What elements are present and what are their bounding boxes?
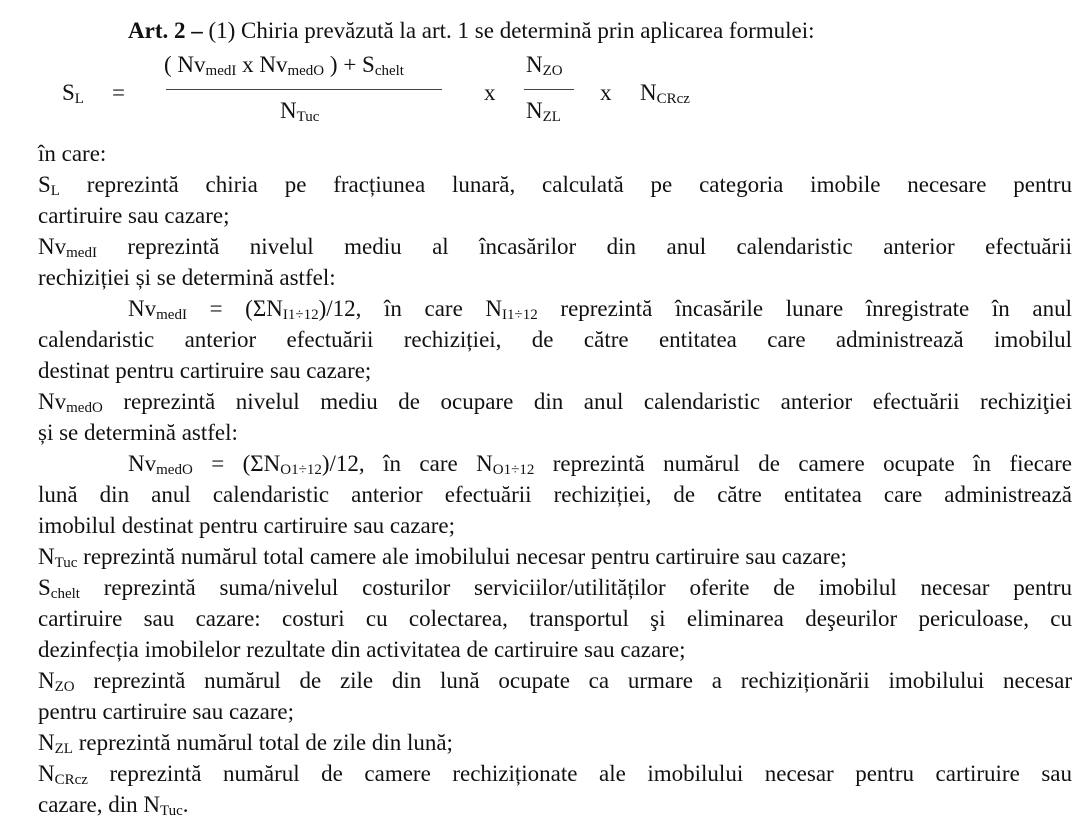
- def-schelt-line-3: dezinfecția imobilelor rezultate din activitatea de cartiruire sau cazare;: [38, 637, 686, 662]
- fraction2-numerator: [526, 52, 563, 78]
- def-nvmedi-line-1: [38, 231, 1072, 262]
- document-page: [38, 14, 1072, 820]
- eq-nvmedo-t2: )/12, în care N: [321, 451, 493, 476]
- eq-nvmedi-line-1: [38, 293, 1072, 324]
- def-sl-line-2: cartiruire sau cazare;: [38, 203, 230, 228]
- den-base: N: [280, 98, 297, 123]
- eq-nvmedi-t1: = (ΣN: [186, 296, 283, 321]
- def-ntuc-line-1: [38, 541, 1072, 572]
- def-schelt-line-2: cartiruire sau cazare: costuri cu colectarea, transportul şi eliminarea deşeurilor periculoase, cu: [38, 606, 1072, 631]
- def-ntuc-text: reprezintă numărul total camere ale imobilului necesar pentru cartiruire sau cazare;: [77, 544, 847, 569]
- eq-nvmedo-line-1: [38, 448, 1072, 479]
- def-ncrcz-l2b: .: [182, 792, 189, 817]
- def-nzo-symbol: N: [38, 668, 55, 693]
- def-schelt-symbol: S: [38, 575, 51, 600]
- def-sl-text: reprezintă chiria pe fracțiunea lunară, calculată pe categoria imobile necesare pentru: [59, 172, 1072, 197]
- eq-nvmedo-line-3: imobilul destinat pentru cartiruire sau cazare;: [38, 513, 456, 538]
- eq-nvmedi-sub3: I1÷12: [502, 307, 538, 323]
- def-nzo-sub: ZO: [54, 679, 75, 695]
- eq-nvmedo-sub2: O1÷12: [280, 462, 322, 478]
- def-nvmedi-symbol: Nv: [38, 234, 67, 259]
- f2n-base: N: [526, 52, 543, 77]
- def-nvmedi-text: reprezintă nivelul mediu al încasărilor din anul calendaristic anterior efectuării: [96, 234, 1072, 259]
- formula-equals: =: [112, 80, 125, 105]
- den-sub: Tuc: [296, 109, 320, 125]
- formula-lhs-base: S: [62, 80, 75, 105]
- fraction-bar-2: [524, 89, 574, 90]
- eq-nvmedo-symbol: Nv: [128, 451, 157, 476]
- def-ncrcz-text: reprezintă numărul de camere rechiziționate ale imobilului necesar pentru cartiruire sau: [87, 761, 1072, 786]
- def-ncrcz-sub: CRcz: [54, 772, 88, 788]
- def-ncrcz-line-2: [38, 789, 1072, 820]
- eq-nvmedi-line-2: calendaristic anterior efectuării rechiziției, de către entitatea care administrează imobilul: [38, 327, 1072, 352]
- def-ntuc-sub: Tuc: [54, 555, 78, 571]
- eq-nvmedo-line-2: lună din anul calendaristic anterior efectuării rechiziției, de către entitatea care administrează: [38, 482, 1072, 507]
- def-sl-symbol: S: [38, 172, 51, 197]
- ncrcz-base: N: [640, 80, 657, 105]
- eq-nvmedi-sub: medI: [156, 307, 187, 323]
- def-ntuc-symbol: N: [38, 544, 55, 569]
- def-nvmedo-symbol: Nv: [38, 389, 67, 414]
- def-sl-sub: L: [50, 183, 60, 199]
- article-heading: [38, 14, 1072, 48]
- formula-ncrcz: [640, 80, 690, 106]
- def-ncrcz-line-1: [38, 758, 1072, 789]
- rent-formula: [38, 52, 1072, 130]
- num-sub-1: medI: [205, 63, 237, 79]
- eq-nvmedi-line-3: destinat pentru cartiruire sau cazare;: [38, 358, 372, 383]
- num-sub-3: chelt: [374, 63, 404, 79]
- def-nzl-symbol: N: [38, 730, 55, 755]
- fraction-bar-1: [166, 89, 442, 90]
- formula-times-2: x: [600, 80, 612, 105]
- eq-nvmedi-symbol: Nv: [128, 296, 157, 321]
- def-schelt-text: reprezintă suma/nivelul costurilor serviciilor/utilităților oferite de imobilul necesar pentru: [79, 575, 1072, 600]
- formula-numerator: [164, 52, 404, 78]
- article-intro: (1) Chiria prevăzută la art. 1 se determină prin aplicarea formulei:: [202, 18, 815, 43]
- eq-nvmedi-sub2: I1÷12: [282, 307, 319, 323]
- num-part-3: ) + S: [324, 52, 375, 77]
- num-part-2: x Nv: [236, 52, 288, 77]
- num-part-1: ( Nv: [164, 52, 206, 77]
- def-nzl-sub: ZL: [54, 741, 73, 757]
- def-sl-line-1: [38, 169, 1072, 200]
- def-nvmedo-text: reprezintă nivelul mediu de ocupare din anul calendaristic anterior efectuării rechiziţiei: [102, 389, 1072, 414]
- f2d-sub: ZL: [542, 109, 561, 125]
- def-ncrcz-l2a: cazare, din N: [38, 792, 160, 817]
- ncrcz-sub: CRcz: [656, 91, 690, 107]
- def-nvmedo-line-1: [38, 386, 1072, 417]
- eq-nvmedo-t3: reprezintă numărul de camere ocupate în fiecare: [534, 451, 1072, 476]
- eq-nvmedo-t1: = (ΣN: [192, 451, 281, 476]
- def-nzl-line-1: [38, 727, 1072, 758]
- eq-nvmedi-t2: )/12, în care N: [318, 296, 503, 321]
- article-number: Art. 2 –: [128, 18, 203, 43]
- eq-nvmedi-t3: reprezintă încasările lunare înregistrate în anul: [537, 296, 1072, 321]
- formula-lhs: [62, 80, 84, 106]
- def-nzo-line-1: [38, 665, 1072, 696]
- def-ncrcz-l2-sub: Tuc: [159, 803, 183, 819]
- in-care-label: în care:: [38, 141, 107, 166]
- eq-nvmedo-sub3: O1÷12: [492, 462, 535, 478]
- def-nvmedi-sub: medI: [66, 245, 97, 261]
- eq-nvmedo-sub: medO: [156, 462, 193, 478]
- def-nzl-text: reprezintă numărul total de zile din lună;: [72, 730, 453, 755]
- f2d-base: N: [526, 98, 543, 123]
- def-nvmedo-line-2: și se determină astfel:: [38, 420, 238, 445]
- f2n-sub: ZO: [542, 63, 563, 79]
- def-nvmedi-line-2: rechiziției și se determină astfel:: [38, 265, 336, 290]
- num-sub-2: medO: [287, 63, 325, 79]
- def-nzo-line-2: pentru cartiruire sau cazare;: [38, 699, 295, 724]
- def-nvmedo-sub: medO: [66, 400, 103, 416]
- def-schelt-line-1: [38, 572, 1072, 603]
- def-schelt-sub: chelt: [50, 586, 80, 602]
- formula-denominator: [280, 98, 319, 124]
- def-nzo-text: reprezintă numărul de zile din lună ocupate ca urmare a rechiziționării imobilului necesar: [74, 668, 1072, 693]
- fraction2-denominator: [526, 98, 561, 124]
- def-ncrcz-symbol: N: [38, 761, 55, 786]
- formula-lhs-sub: L: [74, 91, 84, 107]
- formula-times-1: x: [484, 80, 496, 105]
